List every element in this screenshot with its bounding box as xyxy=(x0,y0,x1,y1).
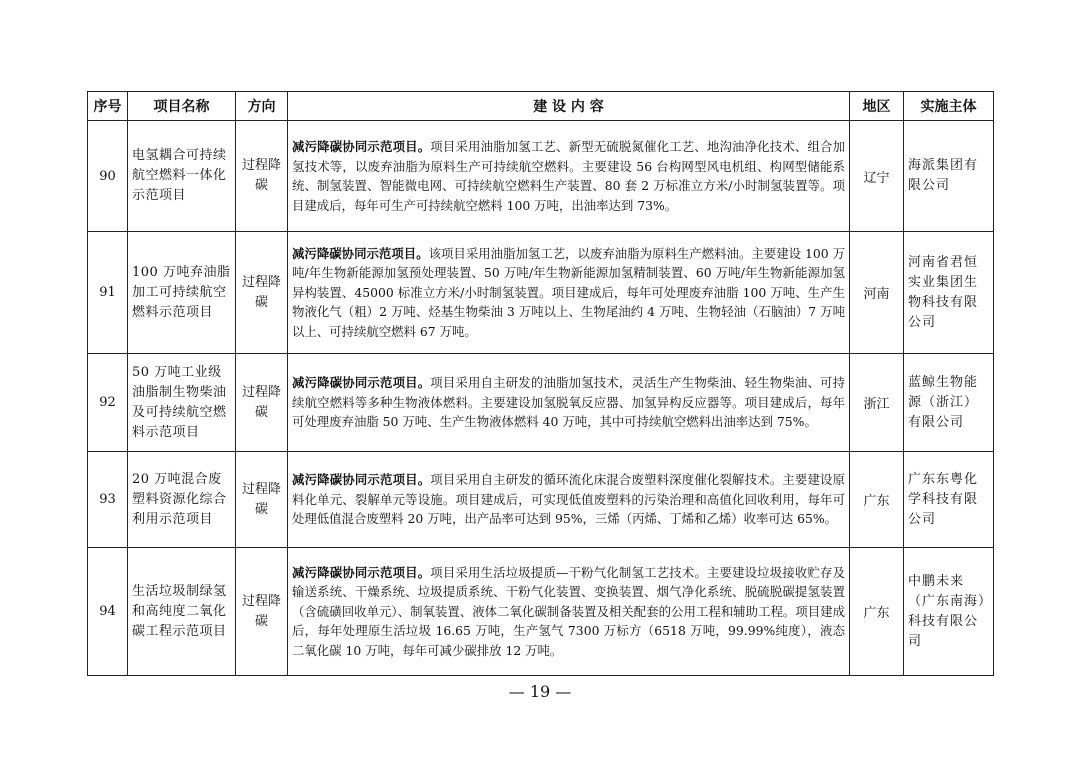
page-number: — 19 — xyxy=(508,682,572,701)
row-region: 广东 xyxy=(850,548,904,676)
content-head: 减污降碳协同示范项目。 xyxy=(292,139,431,154)
content-head: 减污降碳协同示范项目。 xyxy=(292,472,431,488)
header-region: 地区 xyxy=(850,92,904,121)
row-direction: 过程降碳 xyxy=(236,121,288,232)
content-head: 减污降碳协同示范项目。 xyxy=(292,245,429,261)
row-seq: 90 xyxy=(88,121,128,232)
row-seq: 94 xyxy=(88,548,128,676)
row-direction: 过程降碳 xyxy=(236,452,288,548)
row-region: 辽宁 xyxy=(850,121,904,232)
row-project-name: 生活垃圾制绿氢和高纯度二氧化碳工程示范项目 xyxy=(128,548,236,676)
table-row xyxy=(88,452,994,548)
row-entity: 中鹏未来（广东南海）科技有限公司 xyxy=(904,548,994,676)
table-row xyxy=(88,121,994,232)
row-entity: 蓝鲸生物能源（浙江）有限公司 xyxy=(904,354,994,452)
row-seq: 93 xyxy=(88,452,128,548)
row-project-name: 20 万吨混合废塑料资源化综合利用示范项目 xyxy=(128,452,236,548)
row-project-name: 100 万吨弃油脂加工可持续航空燃料示范项目 xyxy=(128,232,236,354)
content-head: 减污降碳协同示范项目。 xyxy=(292,375,431,391)
content-body: 该项目采用油脂加氢工艺，以废弃油脂为原料生产燃料油。主要建设 100 万吨/年生物新能源加氢预处理装置、50 万吨/年生物新能源加氢精制装置、60 万吨/年生物新能源加氢异构装置、45000 标准立方米/小时制氢装置。项目建成后，每年可处理废弃油脂 100 万吨、生产生物液化气（粗）2 万吨、烃基生物柴油 3 万吨以上、生物尾油约 4 万吨、生物轻油（石脑油）7 万吨以上、可持续航空燃料 67 万吨。 xyxy=(292,245,846,339)
row-content xyxy=(288,121,850,232)
header-content: 建 设 内 容 xyxy=(288,92,850,121)
row-direction: 过程降碳 xyxy=(236,232,288,354)
table-row xyxy=(88,232,994,354)
content-body: 项目采用自主研发的油脂加氢技术，灵活生产生物柴油、轻生物柴油、可持续航空燃料等多种生物液体燃料。主要建设加氢脱氧反应器、加氢异构反应器等。项目建成后，每年可处理废弃油脂 50 万吨、生产生物液体燃料 40 万吨，其中可持续航空燃料出油率达到 75%。 xyxy=(292,375,846,430)
header-direction: 方向 xyxy=(236,92,288,121)
row-region: 广东 xyxy=(850,452,904,548)
content-body: 项目采用生活垃圾提质—干粉气化制氢工艺技术。主要建设垃圾接收贮存及输送系统、干燥系统、垃圾提质系统、干粉气化装置、变换装置、烟气净化系统、脱硫脱碳提氢装置（含硫磺回收单元）、制氧装置、液体二氧化碳制备装置及相关配套的公用工程和辅助工程。项目建成后，每年处理原生活垃圾 16.65 万吨，生产氢气 7300 万标方（6518 万吨，99.99%纯度），液态二氧化碳 10 万吨，每年可减少碳排放 12 万吨。 xyxy=(292,564,846,658)
table-row xyxy=(88,354,994,452)
header-entity: 实施主体 xyxy=(904,92,994,121)
row-entity: 海派集团有限公司 xyxy=(904,121,994,232)
row-region: 浙江 xyxy=(850,354,904,452)
row-content xyxy=(288,548,850,676)
row-region: 河南 xyxy=(850,232,904,354)
row-content xyxy=(288,452,850,548)
row-seq: 91 xyxy=(88,232,128,354)
content-body: 项目采用油脂加氢工艺、新型无硫脱氮催化工艺、地沟油净化技术、组合加氢技术等，以废弃油脂为原料生产可持续航空燃料。主要建设 56 台构网型风电机组、构网型储能系统、制氢装置、智能微电网、可持续航空燃料生产装置、80 套 2 万标准立方米/小时制氢装置等。项目建成后，每年可生产可持续航空燃料 100 万吨，出油率达到 73%。 xyxy=(292,139,846,213)
content-head: 减污降碳协同示范项目。 xyxy=(292,564,431,580)
row-content xyxy=(288,354,850,452)
row-direction: 过程降碳 xyxy=(236,354,288,452)
row-seq: 92 xyxy=(88,354,128,452)
row-content xyxy=(288,232,850,354)
table-row xyxy=(88,548,994,676)
row-entity: 河南省君恒实业集团生物科技有限公司 xyxy=(904,232,994,354)
row-project-name: 50 万吨工业级油脂制生物柴油及可持续航空燃料示范项目 xyxy=(128,354,236,452)
project-table xyxy=(87,91,994,676)
content-body: 项目采用自主研发的循环流化床混合废塑料深度催化裂解技术。主要建设原料化单元、裂解单元等设施。项目建成后，可实现低值废塑料的污染治理和高值化回收利用，每年可处理低值混合废塑料 20 万吨，出产品率可达到 95%，三烯（丙烯、丁烯和乙烯）收率可达 65%。 xyxy=(292,472,846,527)
row-project-name: 电氢耦合可持续航空燃料一体化示范项目 xyxy=(128,121,236,232)
header-name: 项目名称 xyxy=(128,92,236,121)
row-entity: 广东东粤化学科技有限公司 xyxy=(904,452,994,548)
table-header-row xyxy=(88,92,994,121)
header-seq: 序号 xyxy=(88,92,128,121)
row-direction: 过程降碳 xyxy=(236,548,288,676)
